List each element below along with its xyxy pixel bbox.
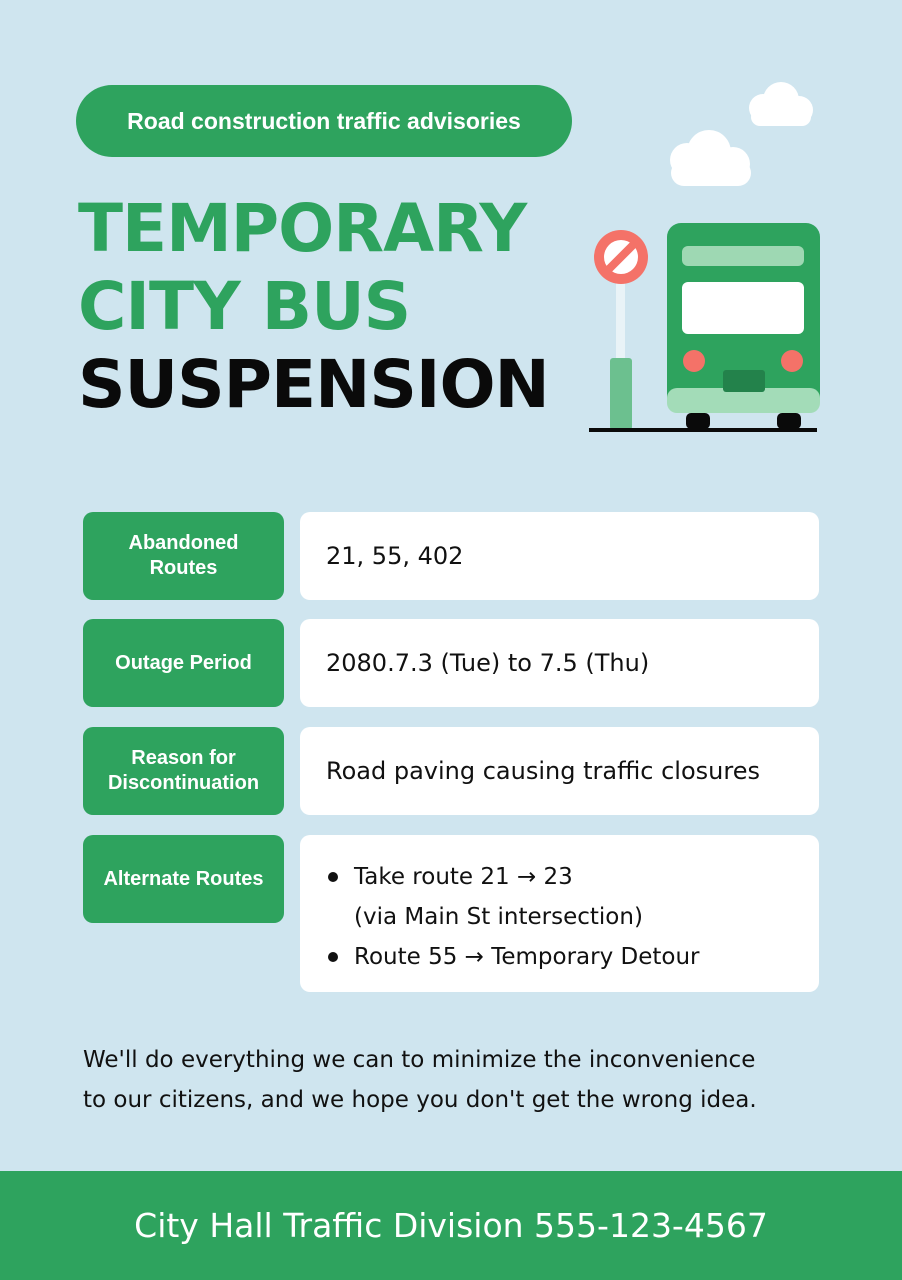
list-item [328, 937, 700, 977]
closing-line-2: to our citizens, and we hope you don't get the wrong idea. [83, 1087, 757, 1113]
detail-label: Abandoned Routes [83, 512, 284, 600]
bus-stop-pole-icon [616, 280, 625, 360]
alternate-routes-list [300, 835, 819, 992]
detail-value: 21, 55, 402 [300, 512, 819, 600]
bullet-icon [328, 872, 338, 882]
bus-icon [667, 223, 820, 429]
alternate-route-note: (via Main St intersection) [354, 904, 643, 930]
closing-message [83, 1040, 843, 1120]
closing-line-1: We'll do everything we can to minimize the inconvenience [83, 1047, 756, 1073]
alternate-route-main: Route 55 → Temporary Detour [354, 944, 700, 970]
detail-label: Alternate Routes [83, 835, 284, 923]
detail-label: Reason for Discontinuation [83, 727, 284, 815]
title-line-1: TEMPORARY [78, 190, 527, 267]
detail-value: 2080.7.3 (Tue) to 7.5 (Thu) [300, 619, 819, 707]
footer-contact: City Hall Traffic Division 555-123-4567 [0, 1171, 902, 1280]
page-title [78, 190, 549, 424]
cloud-icon [670, 130, 751, 186]
title-line-3: SUSPENSION [78, 346, 549, 423]
bus-stop-illustration [585, 80, 825, 440]
no-entry-sign-icon [594, 230, 648, 284]
title-line-2: CITY BUS [78, 268, 411, 345]
detail-value: Road paving causing traffic closures [300, 727, 819, 815]
alternate-route-main: Take route 21 → 23 [354, 864, 573, 890]
ground-line [589, 428, 817, 432]
detail-label: Outage Period [83, 619, 284, 707]
advisory-tag: Road construction traffic advisories [76, 85, 572, 157]
cloud-icon [749, 82, 813, 126]
list-item [328, 857, 700, 937]
bullet-icon [328, 952, 338, 962]
